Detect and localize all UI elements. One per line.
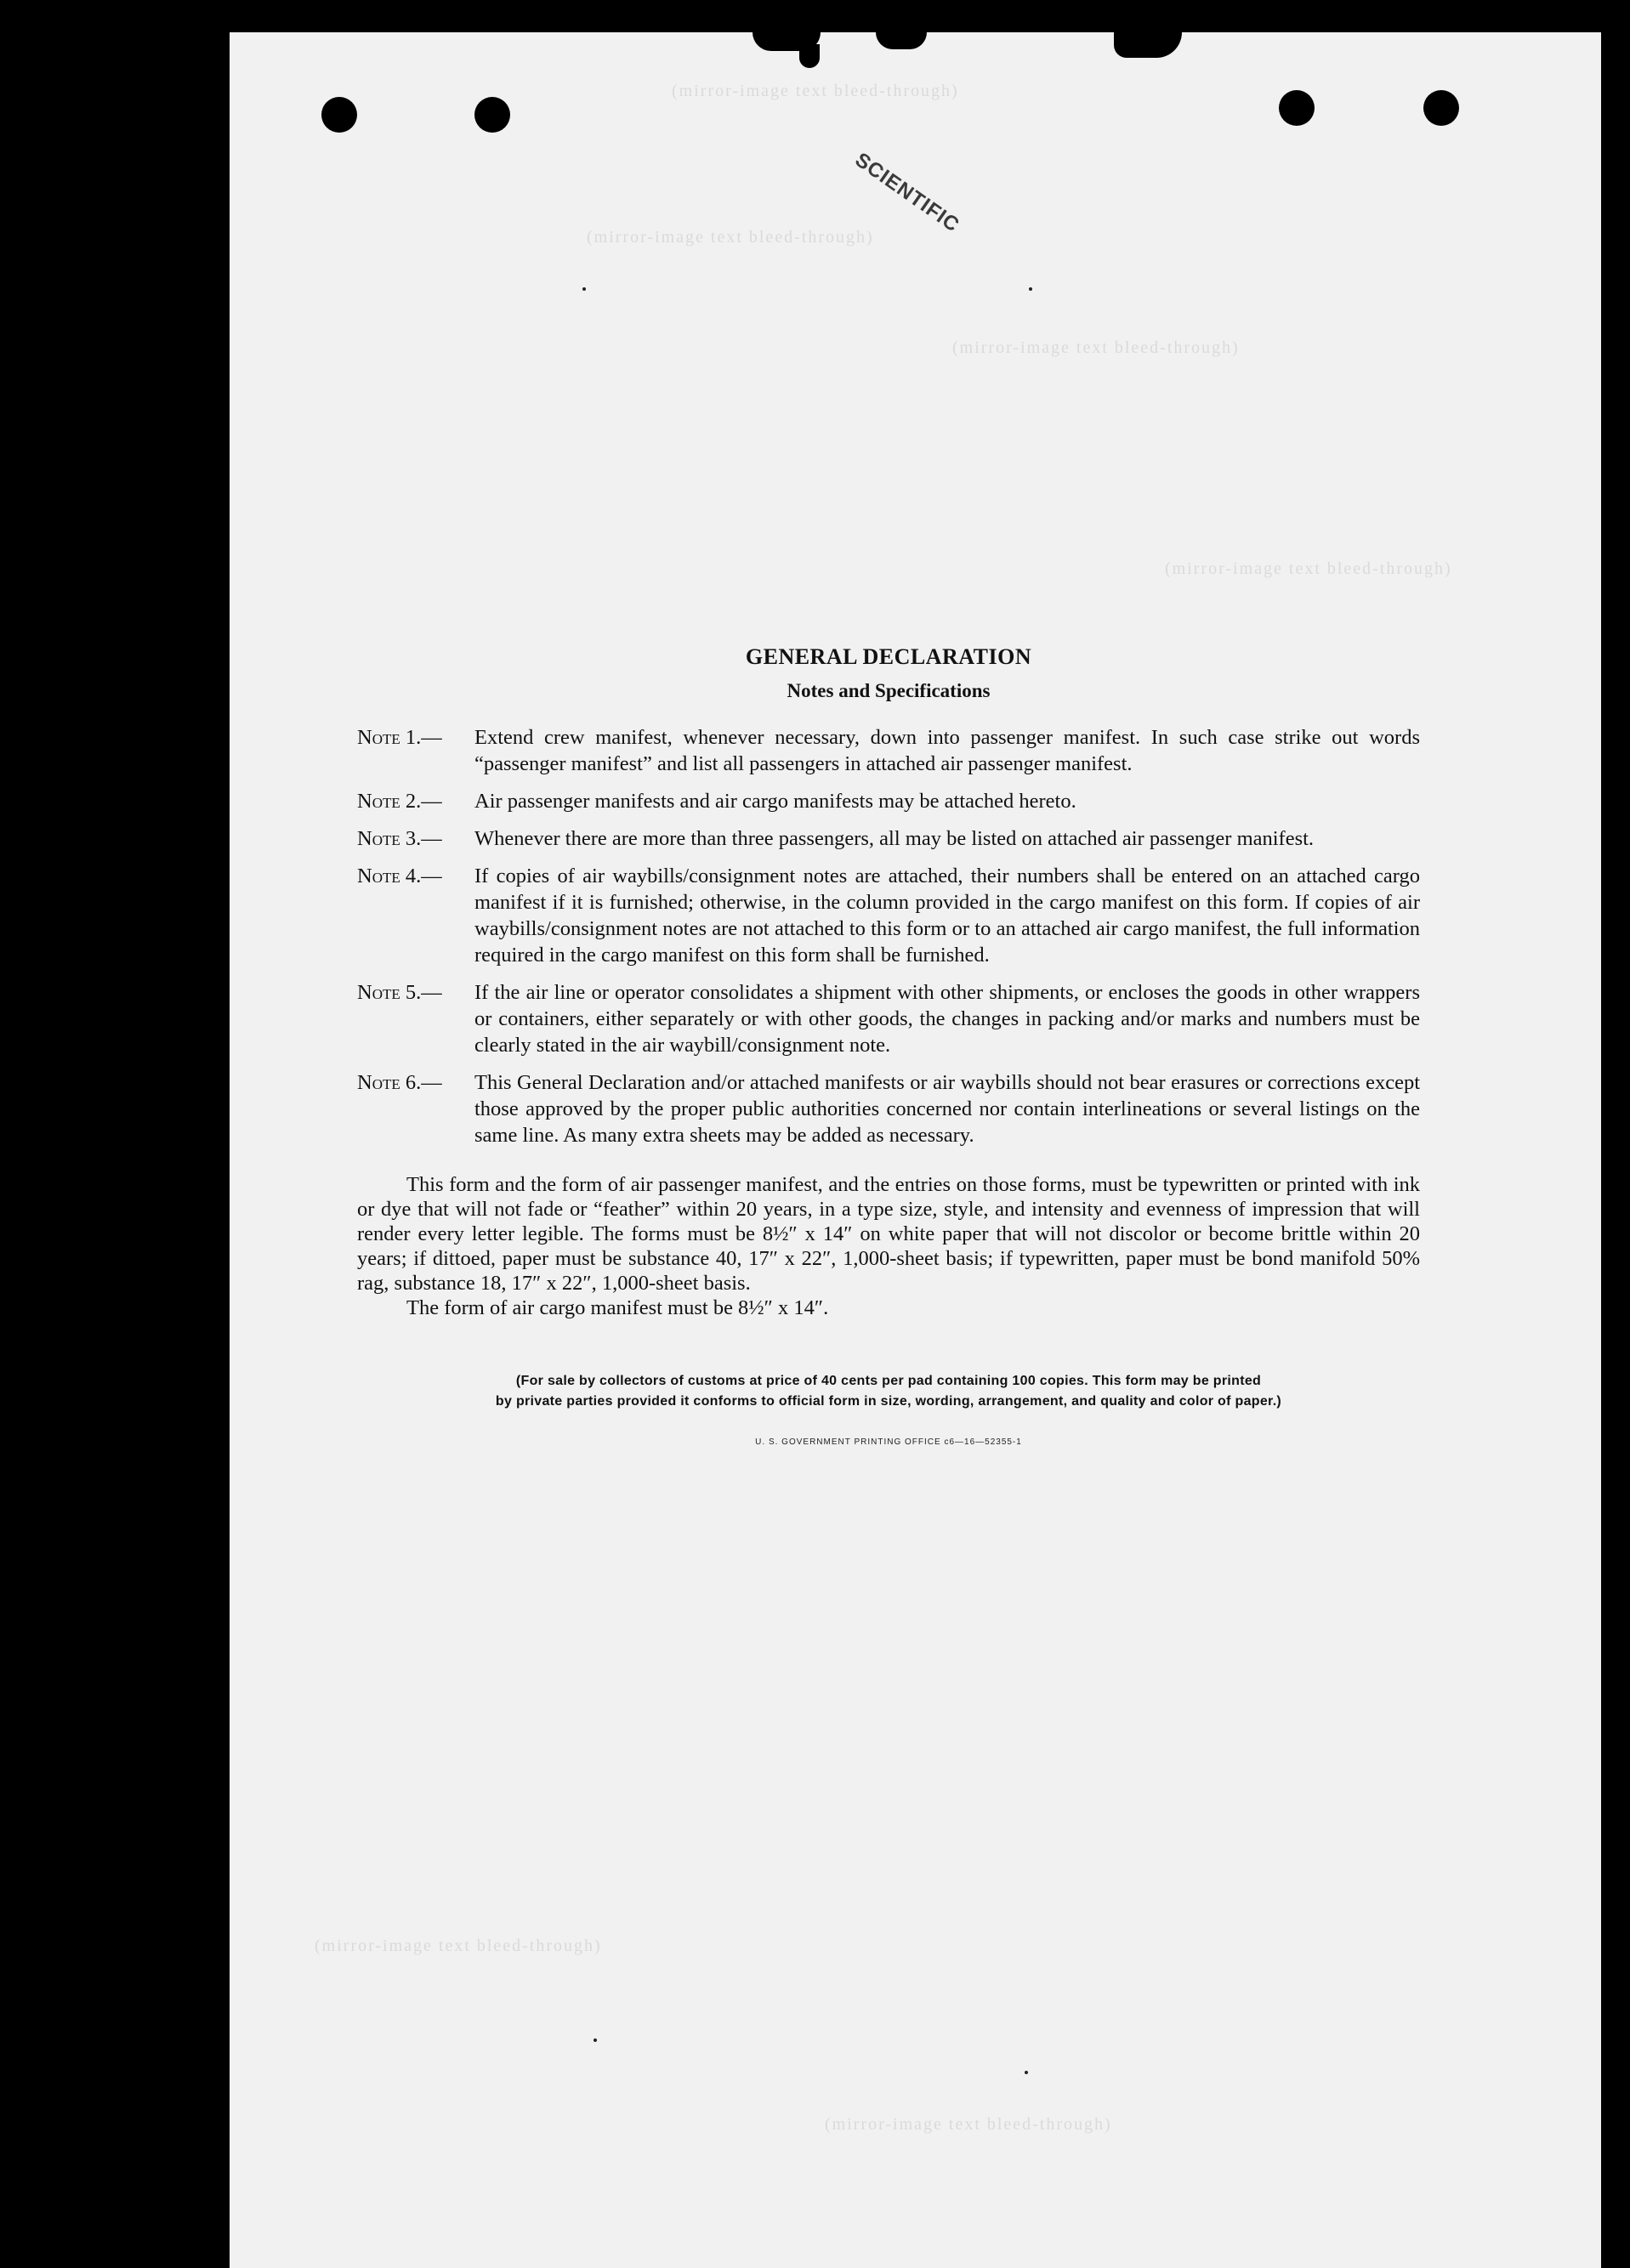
note-1 [357,724,1420,777]
printer-imprint: U. S. GOVERNMENT PRINTING OFFICE c6—16—52355-1 [755,1437,1022,1447]
note-label: Note 6.— [357,1071,442,1094]
note-label: Note 1.— [357,726,442,749]
note-text: If the air line or operator consolidates a shipment with other shipments, or encloses the goods in other wrappers or containers, either separately or with other goods, the changes in packing and/or marks and numbers must be clearly stated in the air waybill/consignment note. [474,981,1420,1057]
torn-edge [1114,32,1182,58]
note-text: Air passenger manifests and air cargo manifests may be attached hereto. [474,790,1076,813]
note-label: Note 5.— [357,981,442,1004]
note-3 [357,825,1420,852]
paper-speck [1025,2071,1028,2074]
sale-notice [357,1371,1420,1412]
note-6 [357,1069,1420,1148]
note-2 [357,788,1420,814]
paper-speck [1029,287,1032,291]
bleed-through-text: (mirror-image text bleed-through) [825,2115,1112,2134]
note-label: Note 4.— [357,865,442,887]
note-text: This General Declaration and/or attached manifests or air waybills should not bear erasures or corrections except those approved by the proper public authorities concerned nor contain interlineations or several listings on the same line. As many extra sheets may be added as necessary. [474,1071,1420,1147]
note-text: Extend crew manifest, whenever necessary, down into passenger manifest. In such case strike out words “passenger manifest” and list all passengers in attached air passenger manifest. [474,726,1420,775]
sale-notice-line: (For sale by collectors of customs at price of 40 cents per pad containing 100 copies. This form may be printed [515,1374,1262,1388]
punch-hole [474,97,510,133]
note-text: Whenever there are more than three passengers, all may be listed on attached air passenger manifest. [474,827,1315,850]
punch-hole [321,97,357,133]
sale-notice-line: by private parties provided it conforms to official form in size, wording, arrangement, and quality and color of paper.) [495,1394,1282,1409]
punch-hole [1423,90,1459,126]
bleed-through-text: (mirror-image text bleed-through) [1165,559,1452,578]
note-5 [357,979,1420,1058]
page-title: GENERAL DECLARATION [745,644,1032,669]
rubber-stamp: SCIENTIFIC [850,148,964,237]
torn-edge [799,44,820,68]
declaration-notes [357,644,1420,1447]
note-text: If copies of air waybills/consignment notes are attached, their numbers shall be entered on an attached cargo manifest if it is furnished; otherwise, in the column provided in the cargo manifest on this form. If copies of air waybills/consignment notes are not attached to this form or to an attached air cargo manifest, the full information required in the cargo manifest on this form shall be furnished. [474,865,1420,967]
bleed-through-text: (mirror-image text bleed-through) [672,82,959,100]
torn-edge [876,32,927,49]
cargo-manifest-paragraph: The form of air cargo manifest must be 8½″ x 14″. [406,1296,829,1319]
paper-speck [594,2038,597,2042]
bleed-through-text: (mirror-image text bleed-through) [952,338,1240,357]
bleed-through-text: (mirror-image text bleed-through) [587,228,874,247]
note-label: Note 2.— [357,790,442,813]
specification-paragraph: This form and the form of air passenger manifest, and the entries on those forms, must be typewritten or printed with ink or dye that will not fade or “feather” within 20 years, in a type size, style, and intensity and evenness of impression that will render every letter legible. The forms must be 8½″ x 14″ on white paper that will not discolor or become brittle within 20 years; if dittoed, paper must be substance 40, 17″ x 22″, 1,000-sheet basis; if typewritten, paper must be bond manifold 50% rag, substance 18, 17″ x 22″, 1,000-sheet basis. [357,1173,1420,1295]
note-label: Note 3.— [357,827,442,850]
bleed-through-text: (mirror-image text bleed-through) [315,1936,602,1955]
paper-speck [582,287,586,291]
note-4 [357,863,1420,968]
page-subtitle: Notes and Specifications [787,680,991,701]
punch-hole [1279,90,1315,126]
